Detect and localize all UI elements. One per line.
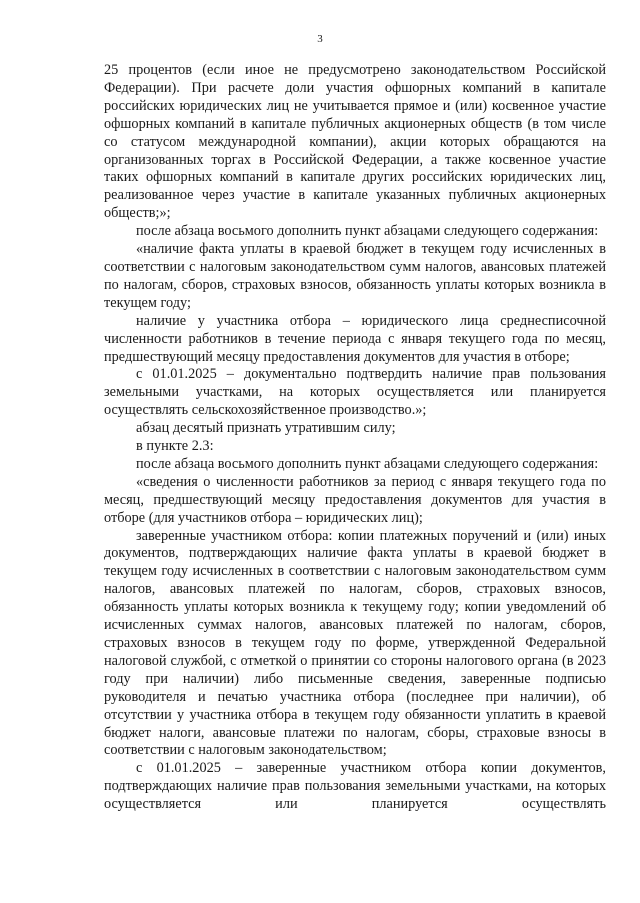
paragraph-employee-info: «сведения о численности работников за период с января текущего года по месяц, предшествующий месяцу предоставления документов для участия в отборе (для участников отбора – юридических лиц); <box>104 473 606 526</box>
paragraph-amend-2-2: после абзаца восьмого дополнить пункт абзацами следующего содержания: <box>136 223 599 240</box>
paragraph-employee-count: наличие у участника отбора – юридического лица среднесписочной численности работников в течение периода с января текущего года по месяц, предшествующий месяцу предоставления документов для участия в отборе; <box>104 312 606 365</box>
paragraph-clause-2-3: в пункте 2.3: <box>136 438 214 455</box>
paragraph-land-rights: с 01.01.2025 – документально подтвердить наличие прав пользования земельными участками, на которых осуществляется или планируется осуществлять сельскохозяйственное производство.»; <box>104 366 606 419</box>
paragraph-certified-copies: заверенные участником отбора: копии платежных поручений и (или) иных документов, подтверждающих наличие факта уплаты в краевой бюджет в текущем году исчисленных в соответствии с налоговым законодательством сумм налогов, авансовых платежей по налогам, сборов, страховых взносов, обязанность уплаты которых возникла к текущему году; копии уведомлений об исчисленных суммах налогов, авансовых платежей по налогам, сборов, страховых взносов в текущем году по форме, утвержденной Федеральной налоговой службой, с отметкой о принятии со стороны налогового органа (в 2023 году при наличии) либо письменные сведения, заверенные подписью руководителя и печатью участника отбора (последнее при наличии), об отсутствии у участника отбора в текущем году обязанности уплатить в краевой бюджет налоги, авансовые платежи по налогам, сборы, страховые взносы в соответствии с налоговым законодательством; <box>104 527 606 759</box>
document-body <box>104 62 606 814</box>
paragraph-tax-payment-fact: «наличие факта уплаты в краевой бюджет в текущем году исчисленных в соответствии с налоговым законодательством сумм налогов, авансовых платежей по налогам, сборов, страховых взносов, обязанность уплаты которых возникла в текущем году; <box>104 241 606 311</box>
paragraph-tenth-invalid: абзац десятый признать утратившим силу; <box>136 420 396 437</box>
paragraph-land-documents: с 01.01.2025 – заверенные участником отбора копии документов, подтверждающих наличие прав пользования земельными участками, на которых осуществляется или планируется осуществлять <box>104 760 606 813</box>
paragraph-offshore-share: 25 процентов (если иное не предусмотрено законодательством Российской Федерации). При расчете доли участия офшорных компаний в капитале российских юридических лиц не учитывается прямое и (или) косвенное участие офшорных компаний в капитале публичных акционерных обществ (в том числе со статусом международной компании), акции которых обращаются на организованных торгах в Российской Федерации, а также косвенное участие таких офшорных компаний в капитале других российских юридических лиц, реализованное через участие в капитале указанных публичных акционерных обществ;»; <box>104 62 606 222</box>
page-number: 3 <box>317 33 323 45</box>
paragraph-amend-2-3: после абзаца восьмого дополнить пункт абзацами следующего содержания: <box>136 455 599 472</box>
